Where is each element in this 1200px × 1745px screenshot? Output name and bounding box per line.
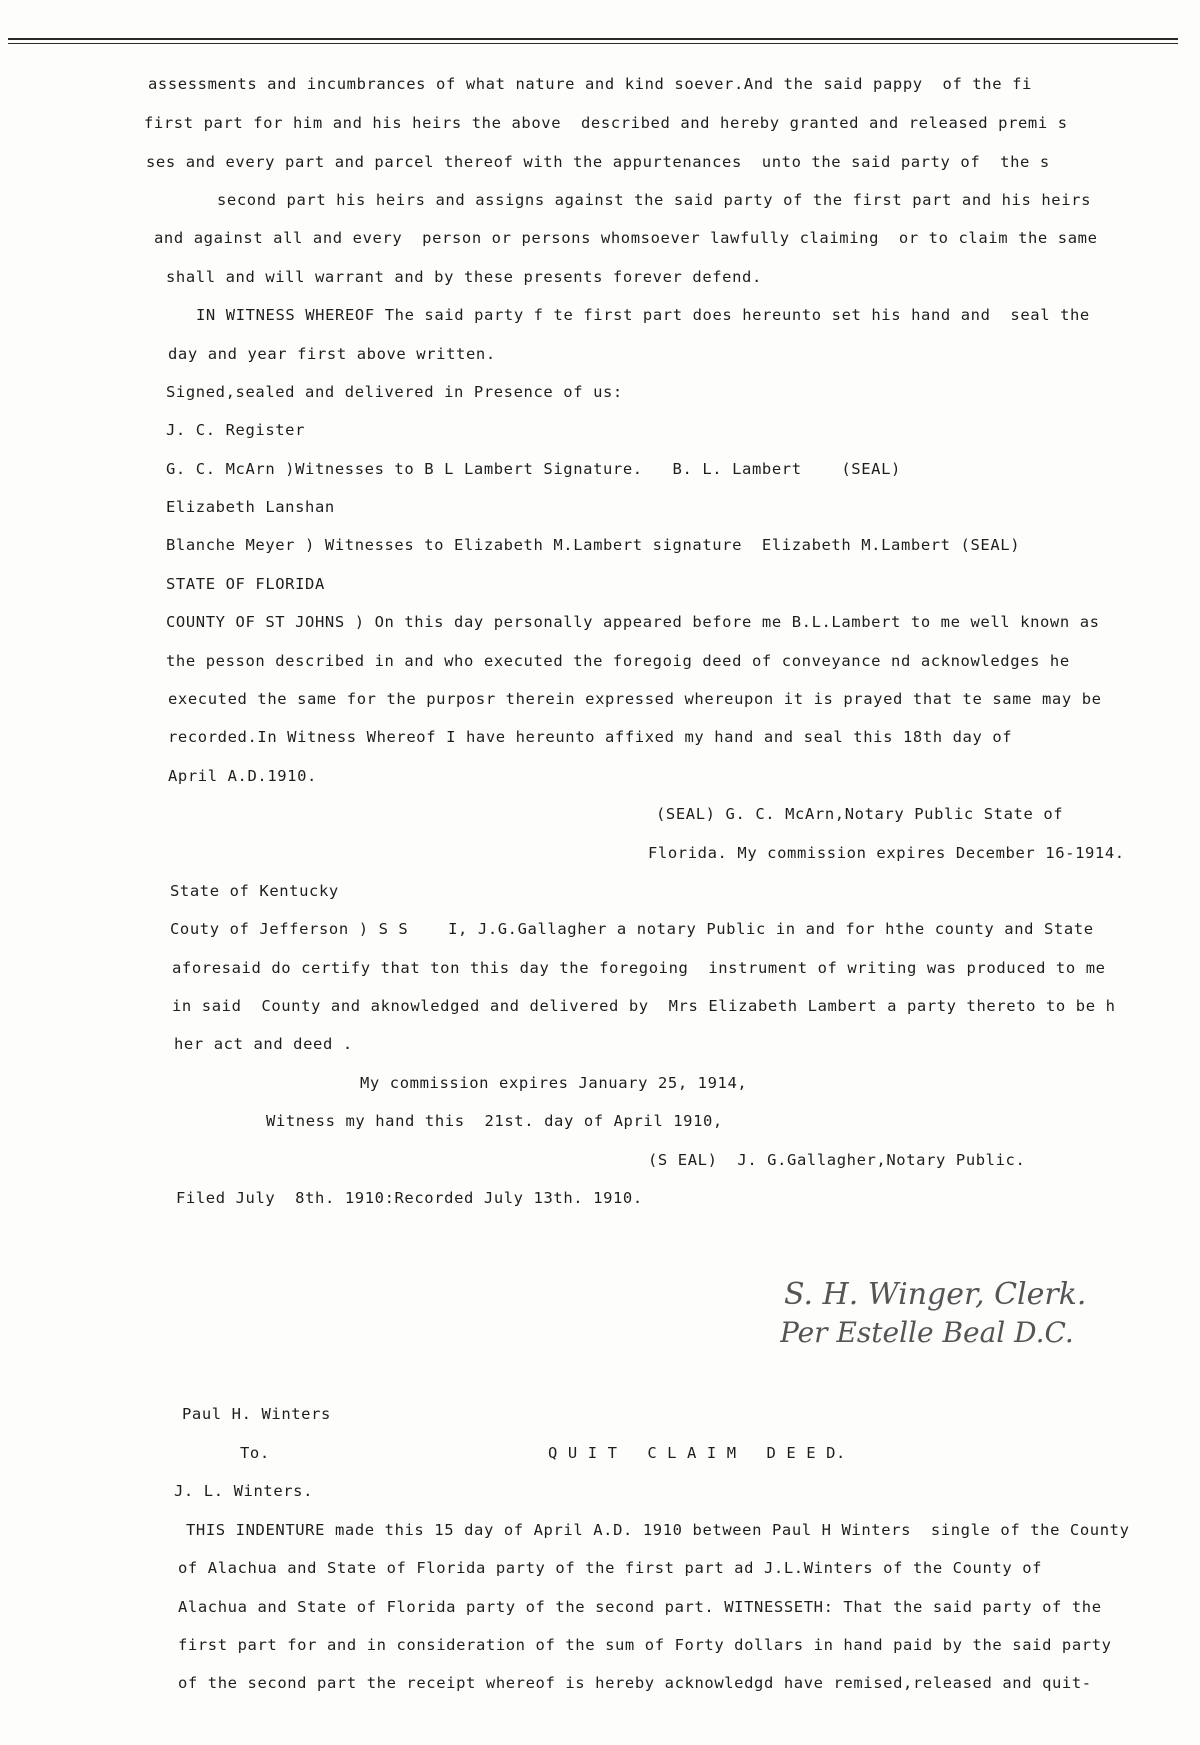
text-line: (S EAL) J. G.Gallagher,Notary Public.	[648, 1151, 1026, 1169]
text-line: her act and deed .	[174, 1035, 353, 1053]
text-line: Blanche Meyer ) Witnesses to Elizabeth M.Lambert signature Elizabeth M.Lambert (SEAL)	[166, 536, 1021, 554]
clerk-signature	[780, 1268, 1140, 1358]
text-line: Witness my hand this 21st. day of April 1910,	[266, 1112, 723, 1130]
text-line: first part for him and his heirs the above described and hereby granted and released premi s	[144, 114, 1068, 132]
text-line: Signed,sealed and delivered in Presence of us:	[166, 383, 623, 401]
text-line: day and year first above written.	[168, 345, 496, 363]
text-line: Couty of Jefferson ) S S I, J.G.Gallagher a notary Public in and for hthe county and State	[170, 920, 1094, 938]
text-line: executed the same for the purposr therein expressed whereupon it is prayed that te same may be	[168, 690, 1102, 708]
text-line: J. C. Register	[166, 421, 306, 439]
text-line: in said County and aknowledged and delivered by Mrs Elizabeth Lambert a party thereto to be h	[172, 997, 1116, 1015]
signature-line-2: Per Estelle Beal D.C.	[780, 1316, 1074, 1349]
text-line: My commission expires January 25, 1914,	[360, 1074, 748, 1092]
text-line: COUNTY OF ST JOHNS ) On this day personally appeared before me B.L.Lambert to me well known as	[166, 613, 1100, 631]
text-line: aforesaid do certify that ton this day the foregoing instrument of writing was produced to me	[172, 959, 1106, 977]
text-line: (SEAL) G. C. McArn,Notary Public State of	[656, 805, 1064, 823]
top-rule-thin	[8, 43, 1178, 44]
text-line: Florida. My commission expires December 16-1914.	[648, 844, 1125, 862]
to-label: To.	[240, 1444, 270, 1462]
deed-title: Q U I T C L A I M D E E D.	[548, 1444, 846, 1462]
text-line: Elizabeth Lanshan	[166, 498, 335, 516]
text-line: ses and every part and parcel thereof with the appurtenances unto the said party of the s	[146, 153, 1050, 171]
text-line: the pesson described in and who executed the foregoig deed of conveyance nd acknowledges he	[166, 652, 1070, 670]
text-line: Filed July 8th. 1910:Recorded July 13th. 1910.	[176, 1189, 643, 1207]
text-line: recorded.In Witness Whereof I have hereunto affixed my hand and seal this 18th day of	[168, 728, 1013, 746]
signature-line-1: S. H. Winger, Clerk.	[784, 1277, 1087, 1312]
text-line: of Alachua and State of Florida party of the first part ad J.L.Winters of the County of	[178, 1559, 1043, 1577]
text-line: IN WITNESS WHEREOF The said party f te first part does hereunto set his hand and seal the	[196, 306, 1090, 324]
text-line: and against all and every person or persons whomsoever lawfully claiming or to claim the same	[154, 229, 1098, 247]
text-line: State of Kentucky	[170, 882, 339, 900]
text-line: of the second part the receipt whereof is hereby acknowledgd have remised,released and quit-	[178, 1674, 1092, 1692]
text-line: G. C. McArn )Witnesses to B L Lambert Signature. B. L. Lambert (SEAL)	[166, 460, 901, 478]
grantee-name: J. L. Winters.	[174, 1482, 314, 1500]
grantor-name: Paul H. Winters	[182, 1405, 331, 1423]
top-rule	[8, 38, 1178, 40]
text-line: assessments and incumbrances of what nature and kind soever.And the said pappy of the fi	[148, 75, 1032, 93]
text-line: shall and will warrant and by these presents forever defend.	[166, 268, 762, 286]
text-line: THIS INDENTURE made this 15 day of April A.D. 1910 between Paul H Winters single of the County	[186, 1521, 1130, 1539]
text-line: first part for and in consideration of the sum of Forty dollars in hand paid by the said party	[178, 1636, 1112, 1654]
text-line: STATE OF FLORIDA	[166, 575, 325, 593]
text-line: April A.D.1910.	[168, 767, 317, 785]
text-line: Alachua and State of Florida party of the second part. WITNESSETH: That the said party of the	[178, 1598, 1102, 1616]
text-line: second part his heirs and assigns against the said party of the first part and his heirs	[217, 191, 1091, 209]
